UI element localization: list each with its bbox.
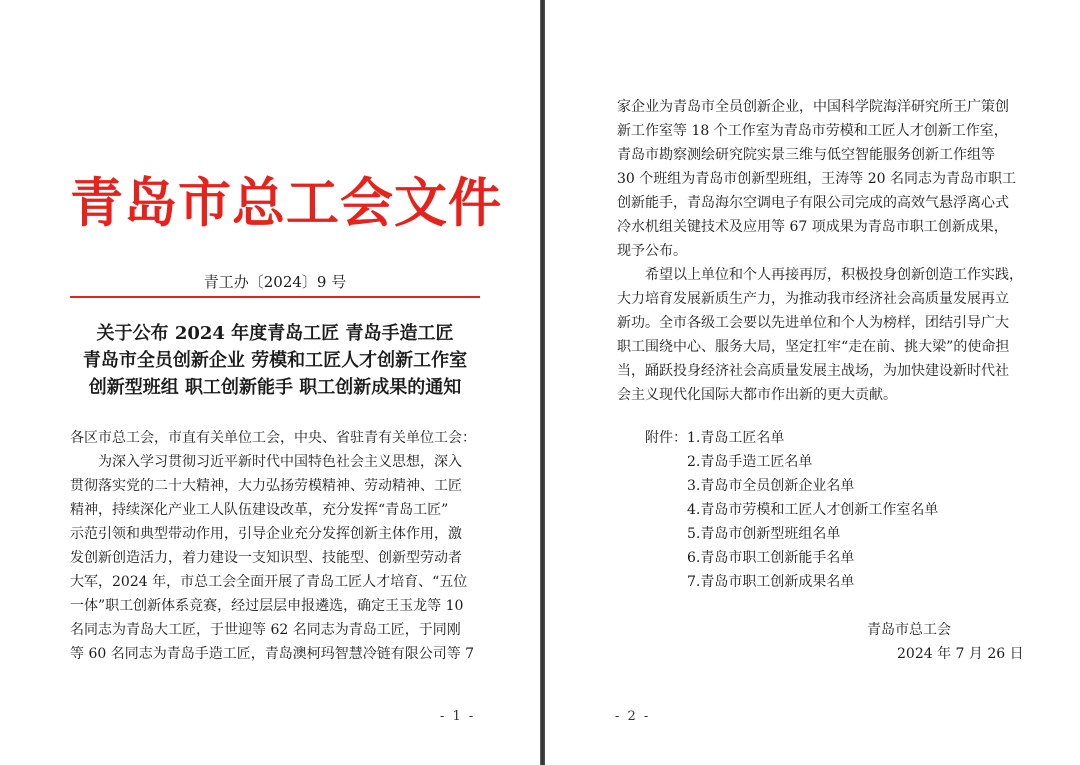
page-number: - 1 - <box>440 709 476 724</box>
body-line: 发创新创造活力，着力建设一支知识型、技能型、创新型劳动者 <box>70 550 462 566</box>
body-line: 希望以上单位和个人再接再厉，积极投身创新创造工作实践， <box>645 267 1023 283</box>
red-divider-line <box>70 296 480 298</box>
attachment-item: 2.青岛手造工匠名单 <box>687 454 813 470</box>
document-number: 青工办〔2024〕9 号 <box>203 273 347 291</box>
body-line: 新工作室等 18 个工作室为青岛市劳模和工匠人才创新工作室， <box>617 123 1008 139</box>
body-line: 为深入学习贯彻习近平新时代中国特色社会主义思想，深入 <box>98 454 462 470</box>
document-header: 青岛市总工会文件 <box>70 172 502 234</box>
attachment-item: 3.青岛市全员创新企业名单 <box>687 478 855 494</box>
attachments-label: 附件： <box>645 430 687 446</box>
body-line: 青岛市勘察测绘研究院实景三维与低空智能服务创新工作组等 <box>617 147 995 163</box>
body-line: 创新能手，青岛海尔空调电子有限公司完成的高效气悬浮离心式 <box>617 195 1009 211</box>
body-line: 现予公布。 <box>617 243 687 259</box>
body-line: 30 个班组为青岛市创新型班组，王涛等 20 名同志为青岛市职工 <box>617 171 1016 187</box>
body-line: 一体”职工创新体系竞赛，经过层层申报遴选，确定王玉龙等 10 <box>70 598 464 614</box>
attachment-item: 5.青岛市创新型班组名单 <box>687 526 841 542</box>
attachment-item: 4.青岛市劳模和工匠人才创新工作室名单 <box>687 502 939 518</box>
body-line: 大军，2024 年，市总工会全面开展了青岛工匠人才培育、“五位 <box>70 574 468 590</box>
body-line: 职工围绕中心、服务大局，坚定扛牢“走在前、挑大梁”的使命担 <box>617 339 1010 355</box>
attachment-item: 1.青岛工匠名单 <box>687 430 785 446</box>
title-line: 关于公布 2024 年度青岛工匠 青岛手造工匠 <box>96 323 454 344</box>
page-number: - 2 - <box>615 709 651 724</box>
body-line: 大力培育发展新质生产力，为推动我市经济社会高质量发展再立 <box>617 291 1009 307</box>
title-line: 创新型班组 职工创新能手 职工创新成果的通知 <box>88 377 462 398</box>
signature-organization: 青岛市总工会 <box>867 622 951 638</box>
body-line: 贯彻落实党的二十大精神，大力弘扬劳模精神、劳动精神、工匠 <box>70 478 462 494</box>
title-line: 青岛市全员创新企业 劳模和工匠人才创新工作室 <box>82 350 468 371</box>
attachment-item: 6.青岛市职工创新能手名单 <box>687 550 855 566</box>
body-line: 冷水机组关键技术及应用等 67 项成果为青岛市职工创新成果， <box>617 219 1008 235</box>
body-line: 会主义现代化国际大都市作出新的更大贡献。 <box>617 387 897 403</box>
attachment-item: 7.青岛市职工创新成果名单 <box>687 574 855 590</box>
signature-date: 2024 年 7 月 26 日 <box>897 646 1024 662</box>
page-2 <box>545 0 1080 765</box>
body-line: 当，踊跃投身经济社会高质量发展主战场，为加快建设新时代社 <box>617 363 1009 379</box>
body-line: 精神，持续深化产业工人队伍建设改革，充分发挥“青岛工匠” <box>70 502 449 518</box>
body-line: 新功。全市各级工会要以先进单位和个人为榜样，团结引导广大 <box>617 315 1009 331</box>
notice-title <box>70 320 480 401</box>
salutation: 各区市总工会，市直有关单位工会，中央、省驻青有关单位工会： <box>70 430 476 446</box>
body-line: 家企业为青岛市全员创新企业，中国科学院海洋研究所王广策创 <box>617 99 1009 115</box>
body-line: 等 60 名同志为青岛手造工匠，青岛澳柯玛智慧冷链有限公司等 7 <box>70 646 475 662</box>
body-line: 示范引领和典型带动作用，引导企业充分发挥创新主体作用，激 <box>70 526 462 542</box>
body-line: 名同志为青岛大工匠，于世迎等 62 名同志为青岛工匠，于同刚 <box>70 622 461 638</box>
